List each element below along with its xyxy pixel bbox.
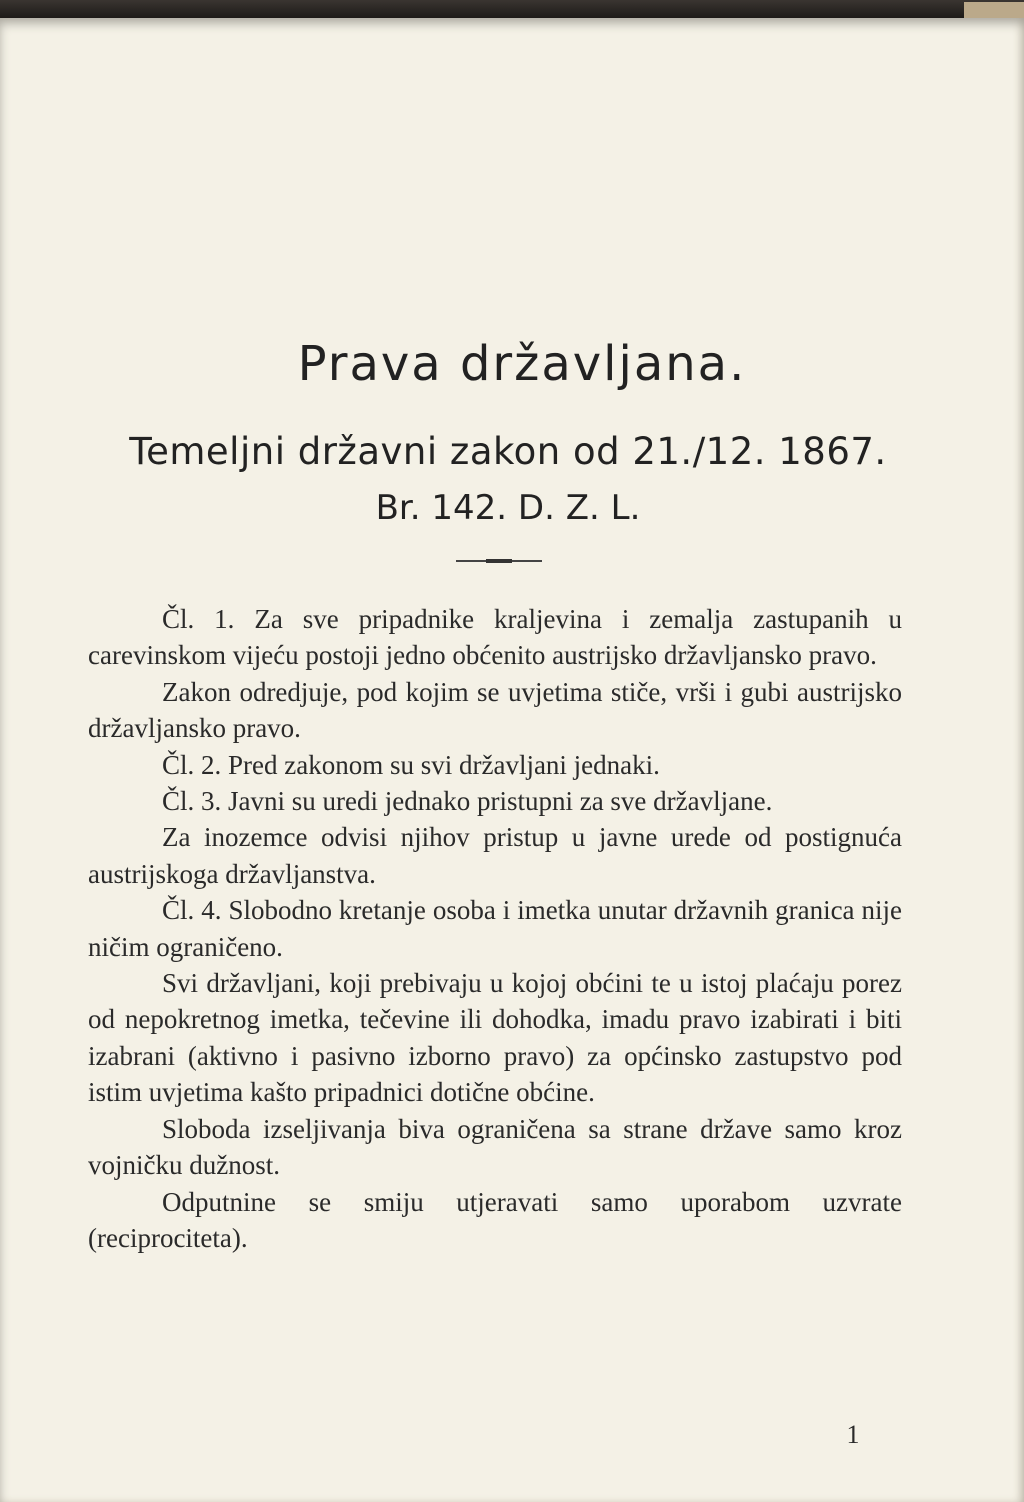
paragraph-article-3: Čl. 3. Javni su uredi jednako pristupni za sve državljane. [162, 786, 773, 817]
paragraph-article-1-cont: Zakon odredjuje, pod kojim se uvjetima stiče, vrši i gubi austrijsko državljansko pravo. [88, 676, 902, 744]
page-title: Prava državljana. [297, 336, 747, 392]
paragraph-article-4: Čl. 4. Slobodno kretanje osoba i imetka unutar državnih granica nije ničim ograničeno. [88, 895, 902, 962]
paragraph-article-4-cont: Svi državljani, koji prebivaju u kojoj obćini te u istoj plaćaju porez od nepokretnog imetka, tečevine ili dohodka, imadu pravo izabirati i biti izabrani (aktivno i pasivno izborno pravo) za općinsko zastupstvo pod istim uvjetima kašto pripadnici dotične obćine. [88, 968, 902, 1108]
section-divider [456, 560, 542, 562]
document-body [88, 601, 902, 1256]
paragraph-article-3-cont: Za inozemce odvisi njihov pristup u javne urede od postignuća austrijskoga državljanstva. [88, 822, 902, 889]
book-page [0, 18, 1024, 1502]
paragraph-article-2: Čl. 2. Pred zakonom su svi državljani jednaki. [162, 749, 660, 780]
page-number: 1 [846, 1420, 860, 1449]
paragraph-article-1: Čl. 1. Za sve pripadnike kraljevina i zemalja zastupanih u carevinskom vijeću postoji jedno obćenito austrijsko državljansko pravo. [88, 604, 902, 671]
paragraph-article-4-fees: Odputnine se smiju utjeravati samo uporabom uzvrate (reciprociteta). [88, 1186, 902, 1253]
paragraph-article-4-emigration: Sloboda izseljivanja biva ograničena sa strane države samo kroz vojničku dužnost. [88, 1113, 902, 1181]
page-subtitle: Temeljni državni zakon od 21./12. 1867. [129, 430, 887, 473]
page-subtitle-reference: Br. 142. D. Z. L. [375, 488, 641, 528]
